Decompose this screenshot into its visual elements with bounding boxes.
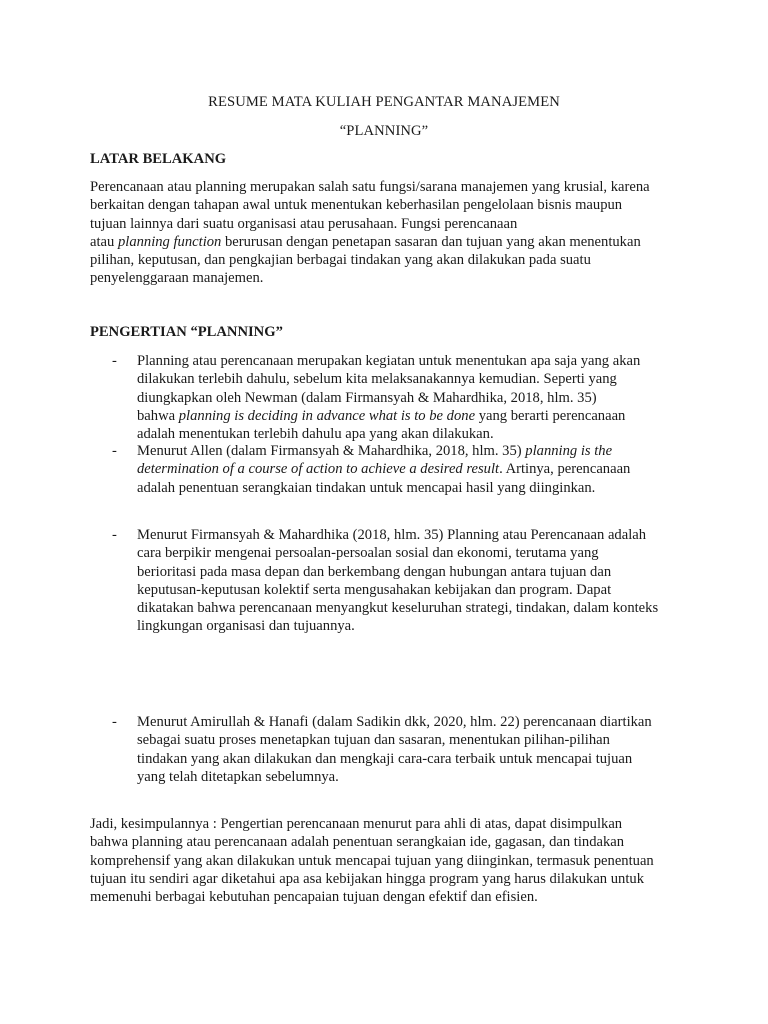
text-line: keputusan-keputusan kolektif serta mengusahakan kebijakan dan program. Dapat	[137, 581, 612, 598]
italic-quote: planning is deciding in advance what is to be done	[178, 407, 476, 424]
bullet-dash: -	[112, 353, 117, 369]
text-line: komprehensif yang akan dilakukan untuk mencapai tujuan yang diinginkan, termasuk penentuan	[90, 852, 654, 869]
text-line	[137, 407, 697, 425]
list-item-text	[137, 713, 697, 786]
document-subtitle: “PLANNING”	[339, 123, 429, 139]
text-segment: Menurut Allen (dalam Firmansyah & Mahardhika, 2018, hlm. 35)	[137, 443, 526, 459]
text-line	[90, 233, 690, 251]
text-segment: bahwa	[137, 407, 179, 424]
section-heading-pengertian: PENGERTIAN “PLANNING”	[90, 324, 283, 340]
text-line: yang telah ditetapkan sebelumnya.	[137, 768, 339, 785]
italic-term: planning function	[117, 233, 222, 250]
text-segment: atau	[90, 233, 118, 250]
text-line: lingkungan organisasi dan tujuannya.	[137, 618, 355, 635]
text-line: penyelenggaraan manajemen.	[90, 270, 264, 287]
bullet-dash: -	[112, 443, 117, 459]
text-line	[137, 442, 697, 460]
italic-quote: planning is the	[525, 443, 613, 459]
text-line	[137, 460, 697, 478]
text-line: memenuhi berbagai kebutuhan pencapaian tujuan dengan efektif dan efisien.	[90, 889, 538, 906]
text-line: diungkapkan oleh Newman (dalam Firmansyah & Mahardhika, 2018, hlm. 35)	[137, 389, 597, 406]
text-line: dikatakan bahwa perencanaan menyangkut keseluruhan strategi, tindakan, dalam konteks	[137, 600, 659, 617]
text-line: tindakan yang akan dilakukan dan mengkaji cara-cara terbaik untuk mencapai tujuan	[137, 750, 633, 767]
list-item-text	[137, 526, 697, 636]
text-line: cara berpikir mengenai persoalan-persoalan sosial dan ekonomi, terutama yang	[137, 545, 599, 562]
list-item-text	[137, 442, 697, 497]
text-segment: yang berarti perencanaan	[475, 407, 626, 424]
paragraph-conclusion	[90, 815, 690, 906]
text-line: berkaitan dengan tahapan awal untuk menentukan keberhasilan pengelolaan bisnis maupun	[90, 197, 623, 214]
list-item-text	[137, 352, 697, 443]
text-line: berioritasi pada masa depan dan berkembang dengan hubungan antara tujuan dan	[137, 563, 612, 580]
text-line: Perencanaan atau planning merupakan salah satu fungsi/sarana manajemen yang krusial, karena	[90, 179, 650, 195]
text-line: tujuan itu sendiri agar diketahui apa asa kebijakan hingga program yang harus dilakukan untuk	[90, 870, 644, 887]
text-line: pilihan, keputusan, dan pengkajian berbagai tindakan yang akan dilakukan pada suatu	[90, 252, 591, 269]
text-line: dilakukan terlebih dahulu, sebelum kita melaksanakannya kemudian. Seperti yang	[137, 371, 617, 388]
bullet-dash: -	[112, 714, 117, 730]
text-line: Jadi, kesimpulannya : Pengertian perencanaan menurut para ahli di atas, dapat disimpulkan	[90, 816, 623, 832]
text-segment: . Artinya, perencanaan	[499, 461, 631, 478]
bullet-dash: -	[112, 527, 117, 543]
text-line: adalah menentukan terlebih dahulu apa yang akan dilakukan.	[137, 426, 494, 443]
paragraph-latar-belakang	[90, 178, 690, 288]
text-line: bahwa planning atau perencanaan adalah penentuan serangkaian ide, gagasan, dan tindakan	[90, 834, 625, 851]
section-heading-latar-belakang: LATAR BELAKANG	[90, 151, 227, 167]
document-title: RESUME MATA KULIAH PENGANTAR MANAJEMEN	[208, 94, 560, 110]
text-line: Menurut Firmansyah & Mahardhika (2018, hlm. 35) Planning atau Perencanaan adalah	[137, 527, 647, 543]
italic-quote: determination of a course of action to achieve a desired result	[137, 461, 500, 478]
text-line: tujuan lainnya dari suatu organisasi atau perusahaan. Fungsi perencanaan	[90, 215, 518, 232]
text-line: adalah penentuan serangkaian tindakan untuk mencapai hasil yang diinginkan.	[137, 479, 596, 496]
text-line: sebagai suatu proses menetapkan tujuan dan sasaran, menentukan pilihan-pilihan	[137, 732, 610, 749]
text-segment: berurusan dengan penetapan sasaran dan tujuan yang akan menentukan	[221, 233, 641, 250]
text-line: Planning atau perencanaan merupakan kegiatan untuk menentukan apa saja yang akan	[137, 353, 641, 369]
text-line: Menurut Amirullah & Hanafi (dalam Sadikin dkk, 2020, hlm. 22) perencanaan diartikan	[137, 714, 652, 730]
